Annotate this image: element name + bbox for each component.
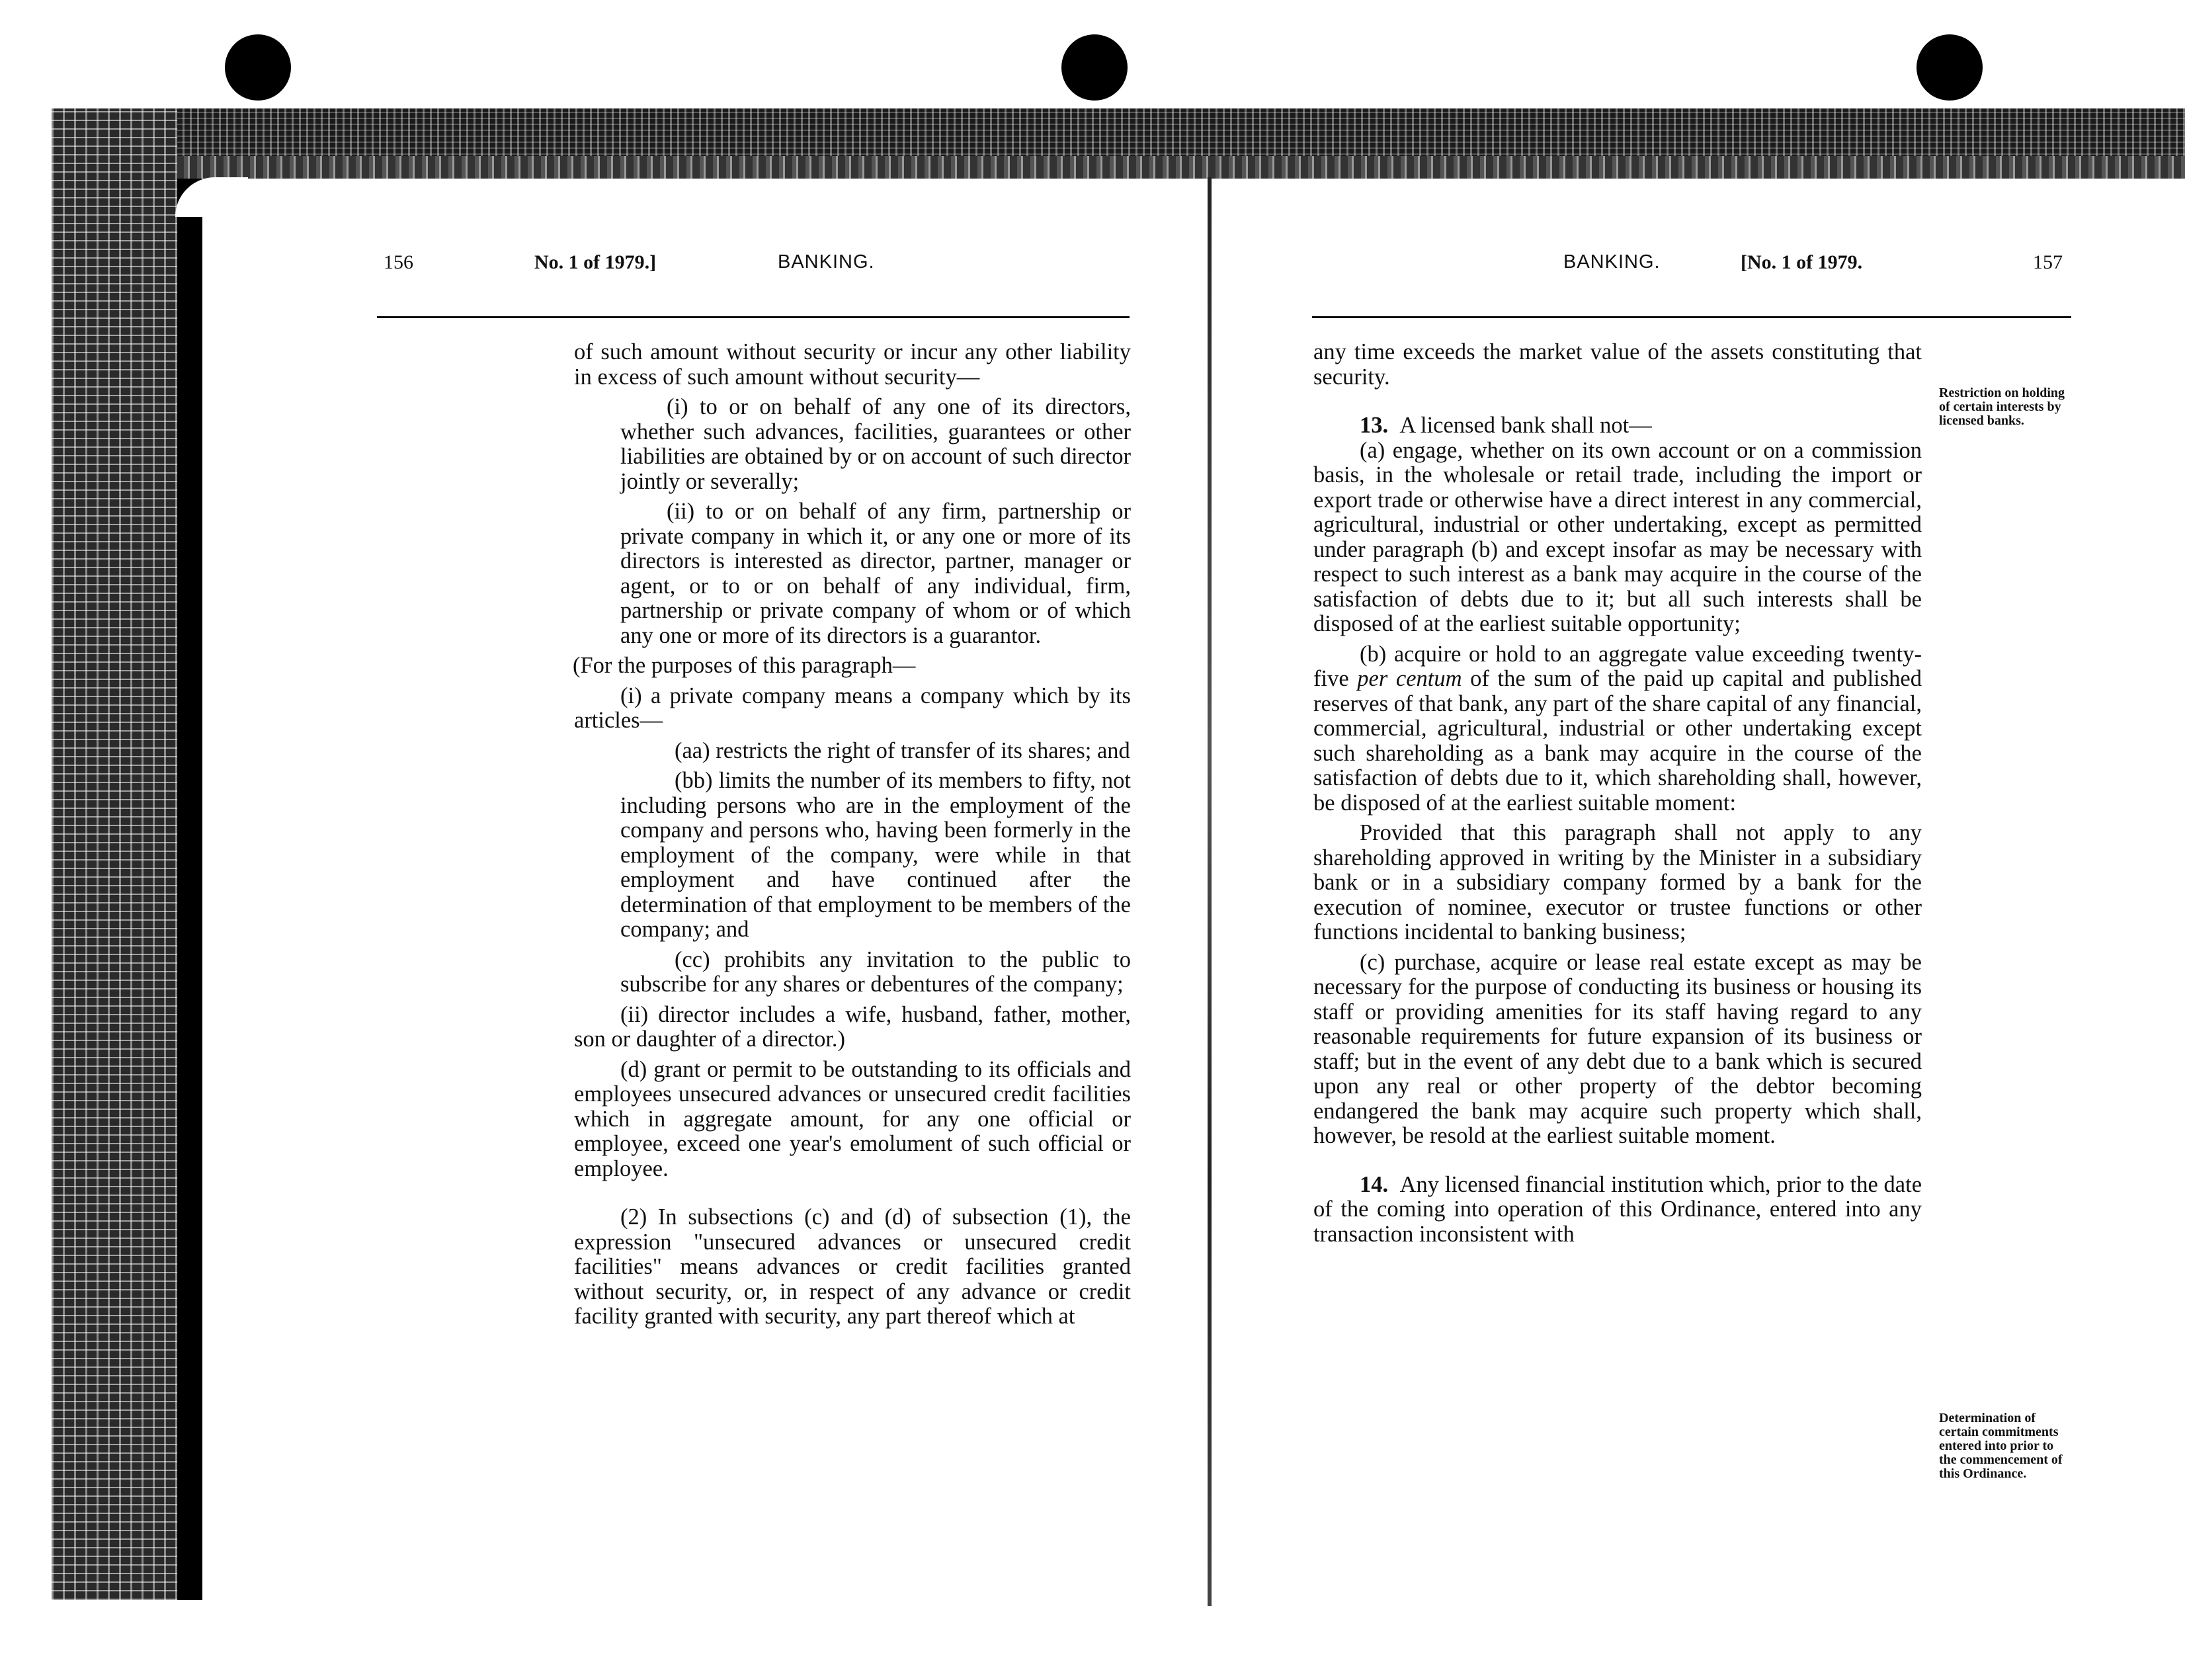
- scan-edge-left-inner: [177, 179, 202, 1600]
- left-page-number: 156: [384, 251, 413, 273]
- paragraph: (For the purposes of this paragraph—: [573, 653, 916, 678]
- right-running-title: BANKING.: [1563, 251, 1661, 273]
- paragraph: (i) to or on behalf of any one of its directors, whether such advances, facilities, guarantees or other liabilities are obtained by or on account of such director jointly or severally;: [620, 394, 1131, 494]
- paragraph: (aa) restricts the right of transfer of its shares; and: [675, 737, 1130, 763]
- punch-hole: [1917, 34, 1983, 101]
- left-running-title: BANKING.: [778, 251, 875, 273]
- paragraph: (c) purchase, acquire or lease real estate except as may be necessary for the purpose of conducting its business or housing its staff or providing amenities for its staff having regard to any reasonable requirements for future expansion of its business or staff; but in the event of any debt due to a bank which is secured upon any real or other property of the debtor becoming endangered the bank may acquire such property which shall, however, be resold at the earliest suitable moment.: [1313, 949, 1922, 1148]
- punch-hole: [225, 34, 291, 101]
- left-act-reference: No. 1 of 1979.]: [534, 251, 657, 273]
- paragraph: of such amount without security or incur any other liability in excess of such amount without security—: [574, 339, 1131, 390]
- paragraph: (b) acquire or hold to an aggregate value exceeding twenty-five per centum of the sum of the paid up capital and published reserves of that bank, any part of the share capital of any financial, commercial, agricultural, industrial or other undertaking except such shareholding as a bank may acquire in the course of the satisfaction of debts due to it, which shareholding shall, however, be disposed of at the earliest suitable moment:: [1313, 641, 1922, 816]
- scan-edge-left: [52, 108, 177, 1600]
- section-text: Any licensed financial institution which, prior to the date of the coming into operation of this Ordinance, entered into any transaction inconsistent with: [1313, 1171, 1922, 1247]
- paragraph: (d) grant or permit to be outstanding to its officials and employees unsecured advances or unsecured credit facilities which in aggregate amount, for any one official or employee, exceed one year's emolument of such official or employee.: [574, 1056, 1131, 1181]
- right-header-rule: [1312, 316, 2071, 318]
- margin-note-section-13: Restriction on holding of certain interests by licensed banks.: [1939, 386, 2065, 428]
- section-intro: A licensed bank shall not—: [1399, 413, 1652, 438]
- book-gutter: [1208, 177, 1212, 1606]
- right-page-number: 157: [2033, 251, 2063, 273]
- paragraph: (2) In subsections (c) and (d) of subsection (1), the expression "unsecured advances or unsecured credit facilities" means advances or credit facilities granted without security, or, in respect of any advance or credit facility granted with security, any part thereof which at: [574, 1204, 1131, 1329]
- left-page-body: [574, 340, 1131, 1329]
- margin-note-section-14: Determination of certain commitments entered into prior to the commencement of this Ordinance.: [1939, 1411, 2063, 1481]
- paragraph: (bb) limits the number of its members to fifty, not including persons who are in the employment of the company and persons who, having been formerly in the employment of the company, were while in that employment and have continued after the determination of that employment to be members of the company; and: [620, 768, 1131, 942]
- section-number: 13.: [1360, 413, 1389, 438]
- scan-edge-top: [52, 108, 2185, 179]
- section-14-heading: [1313, 1173, 1922, 1247]
- right-act-reference: [No. 1 of 1979.: [1741, 251, 1863, 273]
- section-13-heading: [1313, 413, 1922, 439]
- left-header-rule: [377, 316, 1130, 318]
- paragraph: (cc) prohibits any invitation to the public to subscribe for any shares or debentures of the company;: [620, 946, 1131, 997]
- paragraph: (a) engage, whether on its own account or on a commission basis, in the wholesale or retail trade, including the import or export trade or otherwise have a direct interest in any commercial, agricultural, industrial or other undertaking, except as permitted under paragraph (b) and except insofar as may be necessary with respect to such interest as a bank may acquire in the course of the satisfaction of debts due to it; but all such interests shall be disposed of at the earliest suitable opportunity;: [1313, 437, 1922, 636]
- paragraph: (i) a private company means a company which by its articles—: [574, 683, 1131, 733]
- paragraph: Provided that this paragraph shall not apply to any shareholding approved in writing by the Minister in a subsidiary bank or in a subsidiary company formed by a bank for the execution of nominee, executor or trustee functions or other functions incidental to banking business;: [1313, 820, 1922, 945]
- right-page-body: [1313, 340, 1922, 1247]
- punch-hole: [1061, 34, 1128, 101]
- paragraph: (ii) to or on behalf of any firm, partnership or private company in which it, or any one or more of its directors is interested as director, partner, manager or agent, or to or on behalf of any individual, firm, partnership or private company of whom or of which any one or more of its directors is a guarantor.: [620, 499, 1131, 648]
- paragraph: any time exceeds the market value of the assets constituting that security.: [1313, 339, 1922, 390]
- section-number: 14.: [1360, 1171, 1389, 1197]
- paragraph: (ii) director includes a wife, husband, father, mother, son or daughter of a director.): [574, 1001, 1131, 1052]
